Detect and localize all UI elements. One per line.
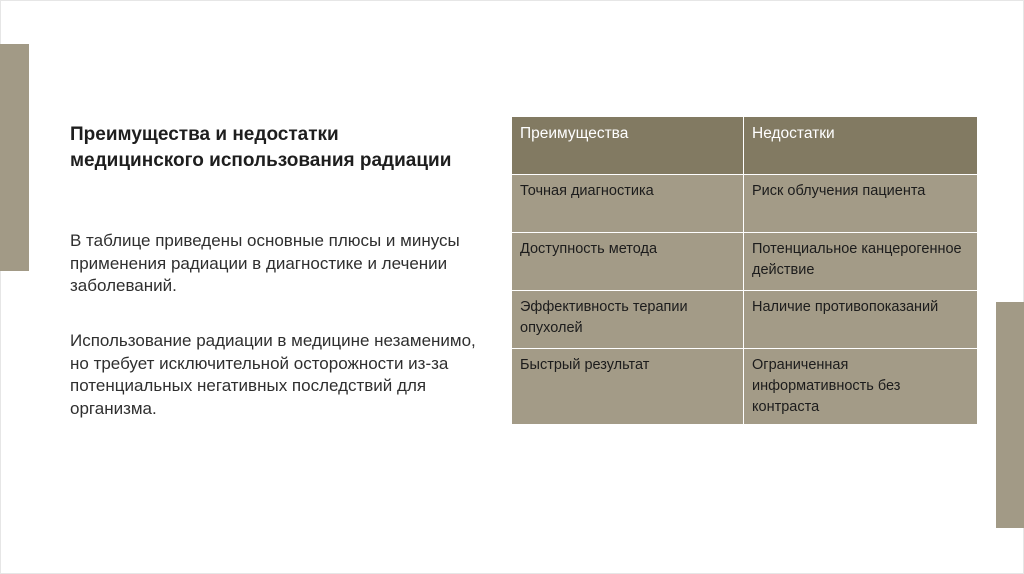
- table-row: [512, 175, 978, 233]
- intro-paragraph: В таблице приведены основные плюсы и минусы применения радиации в диагностике и лечении заболеваний.: [70, 231, 460, 295]
- advantage-cell: Быстрый результат: [512, 349, 744, 425]
- disadvantage-cell: Риск облучения пациента: [744, 175, 978, 233]
- disadvantage-cell: Наличие противопоказаний: [744, 291, 978, 349]
- disadvantage-cell: Ограниченная информативность без контраста: [744, 349, 978, 425]
- table-row: [512, 233, 978, 291]
- comparison-table: [511, 116, 978, 425]
- header-disadvantages: Недостатки: [744, 117, 978, 175]
- advantage-cell: Эффективность терапии опухолей: [512, 291, 744, 349]
- right-accent-bar: [996, 302, 1024, 528]
- left-accent-bar: [0, 44, 29, 271]
- table-header-row: [512, 117, 978, 175]
- disadvantage-cell: Потенциальное канцерогенное действие: [744, 233, 978, 291]
- table-row: [512, 349, 978, 425]
- header-advantages: Преимущества: [512, 117, 744, 175]
- advantage-cell: Точная диагностика: [512, 175, 744, 233]
- advantage-cell: Доступность метода: [512, 233, 744, 291]
- slide-title: Преимущества и недостатки медицинского использования радиации: [70, 124, 452, 171]
- conclusion-paragraph: Использование радиации в медицине незаменимо, но требует исключительной осторожности из-за потенциальных негативных последствий для организма.: [70, 331, 476, 418]
- table-row: [512, 291, 978, 349]
